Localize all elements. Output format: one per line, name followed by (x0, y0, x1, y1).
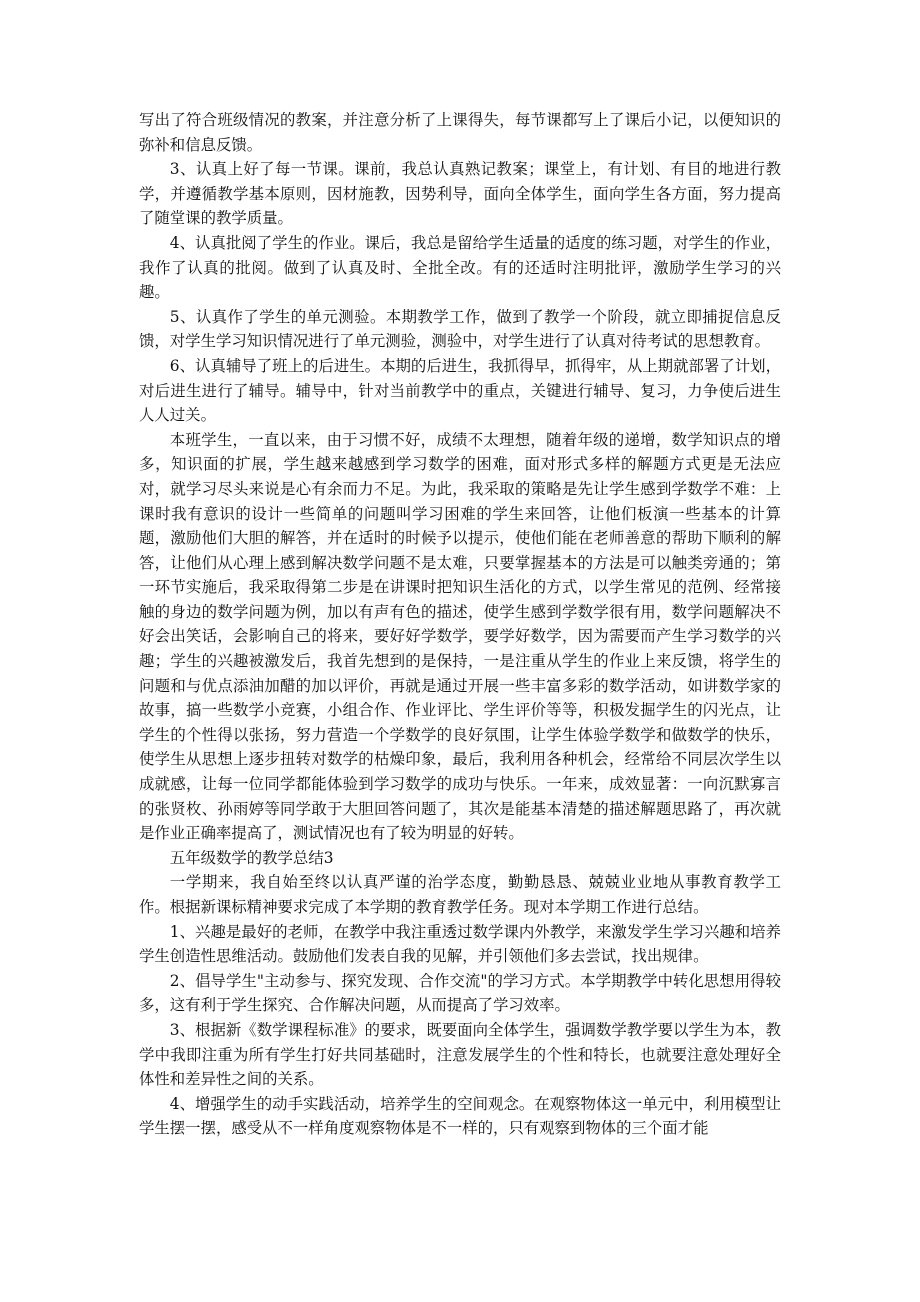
paragraph-class-strategy: 本班学生，一直以来，由于习惯不好，成绩不太理想，随着年级的递增，数学知识点的增多，知识面的扩展，学生越来越感到学习数学的困难，面对形式多样的解题方式更是无法应对，就学习尽头来说是心有余而力不足。为此，我采取的策略是先让学生感到学数学不难：上课时我有意识的设计一些简单的问题叫学习困难的学生来回答，让他们板演一些基本的计算题，激励他们大胆的解答，并在适时的时候予以提示，使他们能在老师善意的帮助下顺利的解答，让他们从心理上感到解决数学问题不是太难，只要掌握基本的方法是可以触类旁通的；第一环节实施后，我采取得第二步是在讲课时把知识生活化的方式，以学生常见的范例、经常接触的身边的数学问题为例，加以有声有色的描述，使学生感到学数学很有用，数学问题解决不好会出笑话，会影响自己的将来，要好好学数学，要学好数学，因为需要而产生学习数学的兴趣；学生的兴趣被激发后，我首先想到的是保持，一是注重从学生的作业上来反馈，将学生的问题和与优点添油加醋的加以评价，再就是通过开展一些丰富多彩的数学活动，如讲数学家的故事，搞一些数学小竞赛，小组合作、作业评比、学生评价等等，积极发掘学生的闪光点，让学生的个性得以张扬，努力营造一个学数学的良好氛围，让学生体验学数学和做数学的快乐，使学生从思想上逐步扭转对数学的枯燥印象，最后，我利用各种机会，经常给不同层次学生以成就感，让每一位同学都能体验到学习数学的成功与快乐。一年来，成效显著：一向沉默寡言的张贤枚、孙雨婷等同学敢于大胆回答问题了，其次是能基本清楚的描述解题思路了，再次就是作业正确率提高了，测试情况也有了较为明显的好转。 (139, 430, 781, 843)
section-heading: 五年级数学的教学总结3 (169, 848, 334, 867)
paragraph-item-3: 3、认真上好了每一节课。课前，我总认真熟记教案；课堂上，有计划、有目的地进行教学，并遵循教学基本原则，因材施教，因势利导，面向全体学生，面向学生各方面，努力提高了随堂课的教学质量。 (139, 160, 781, 228)
paragraph-point-2: 2、倡导学生"主动参与、探究发现、合作交流"的学习方式。本学期教学中转化思想用得较多，这有利于学生探究、合作解决问题，从而提高了学习效率。 (139, 971, 781, 1015)
paragraph-point-4: 4、增强学生的动手实践活动，培养学生的空间观念。在观察物体这一单元中，利用模型让学生摆一摆，感受从不一样角度观察物体是不一样的，只有观察到物体的三个面才能 (139, 1094, 781, 1138)
paragraph-point-3: 3、根据新《数学课程标准》的要求，既要面向全体学生，强调数学教学要以学生为本，教学中我即注重为所有学生打好共同基础时，注意发展学生的个性和特长，也就要注意处理好全体性和差异性之间的关系。 (139, 1020, 781, 1089)
document-body (139, 108, 781, 1141)
paragraph-item-5: 5、认真作了学生的单元测验。本期教学工作，做到了教学一个阶段，就立即捕捉信息反馈，对学生学习知识情况进行了单元测验，测验中，对学生进行了认真对待考试的思想教育。 (139, 307, 781, 351)
paragraph-semester-intro: 一学期来，我自始至终以认真严谨的治学态度，勤勤恳恳、兢兢业业地从事教育教学工作。根据新课标精神要求完成了本学期的教育教学任务。现对本学期工作进行总结。 (139, 873, 781, 916)
paragraph-point-1: 1、兴趣是最好的老师，在教学中我注重透过数学课内外教学，来激发学生学习兴趣和培养学生创造性思维活动。鼓励他们发表自我的见解，并引领他们多去尝试，找出规律。 (139, 922, 781, 966)
paragraph-continuation: 写出了符合班级情况的教案，并注意分析了上课得失，每节课都写上了课后小记，以便知识的弥补和信息反馈。 (139, 111, 781, 154)
paragraph-item-6: 6、认真辅导了班上的后进生。本期的后进生，我抓得早，抓得牢，从上期就部署了计划，对后进生进行了辅导。辅导中，针对当前教学中的重点，关键进行辅导、复习，力争使后进生人人过关。 (139, 356, 781, 425)
paragraph-item-4: 4、认真批阅了学生的作业。课后，我总是留给学生适量的适度的练习题，对学生的作业，我作了认真的批阅。做到了认真及时、全批全改。有的还适时注明批评，激励学生学习的兴趣。 (139, 233, 781, 302)
